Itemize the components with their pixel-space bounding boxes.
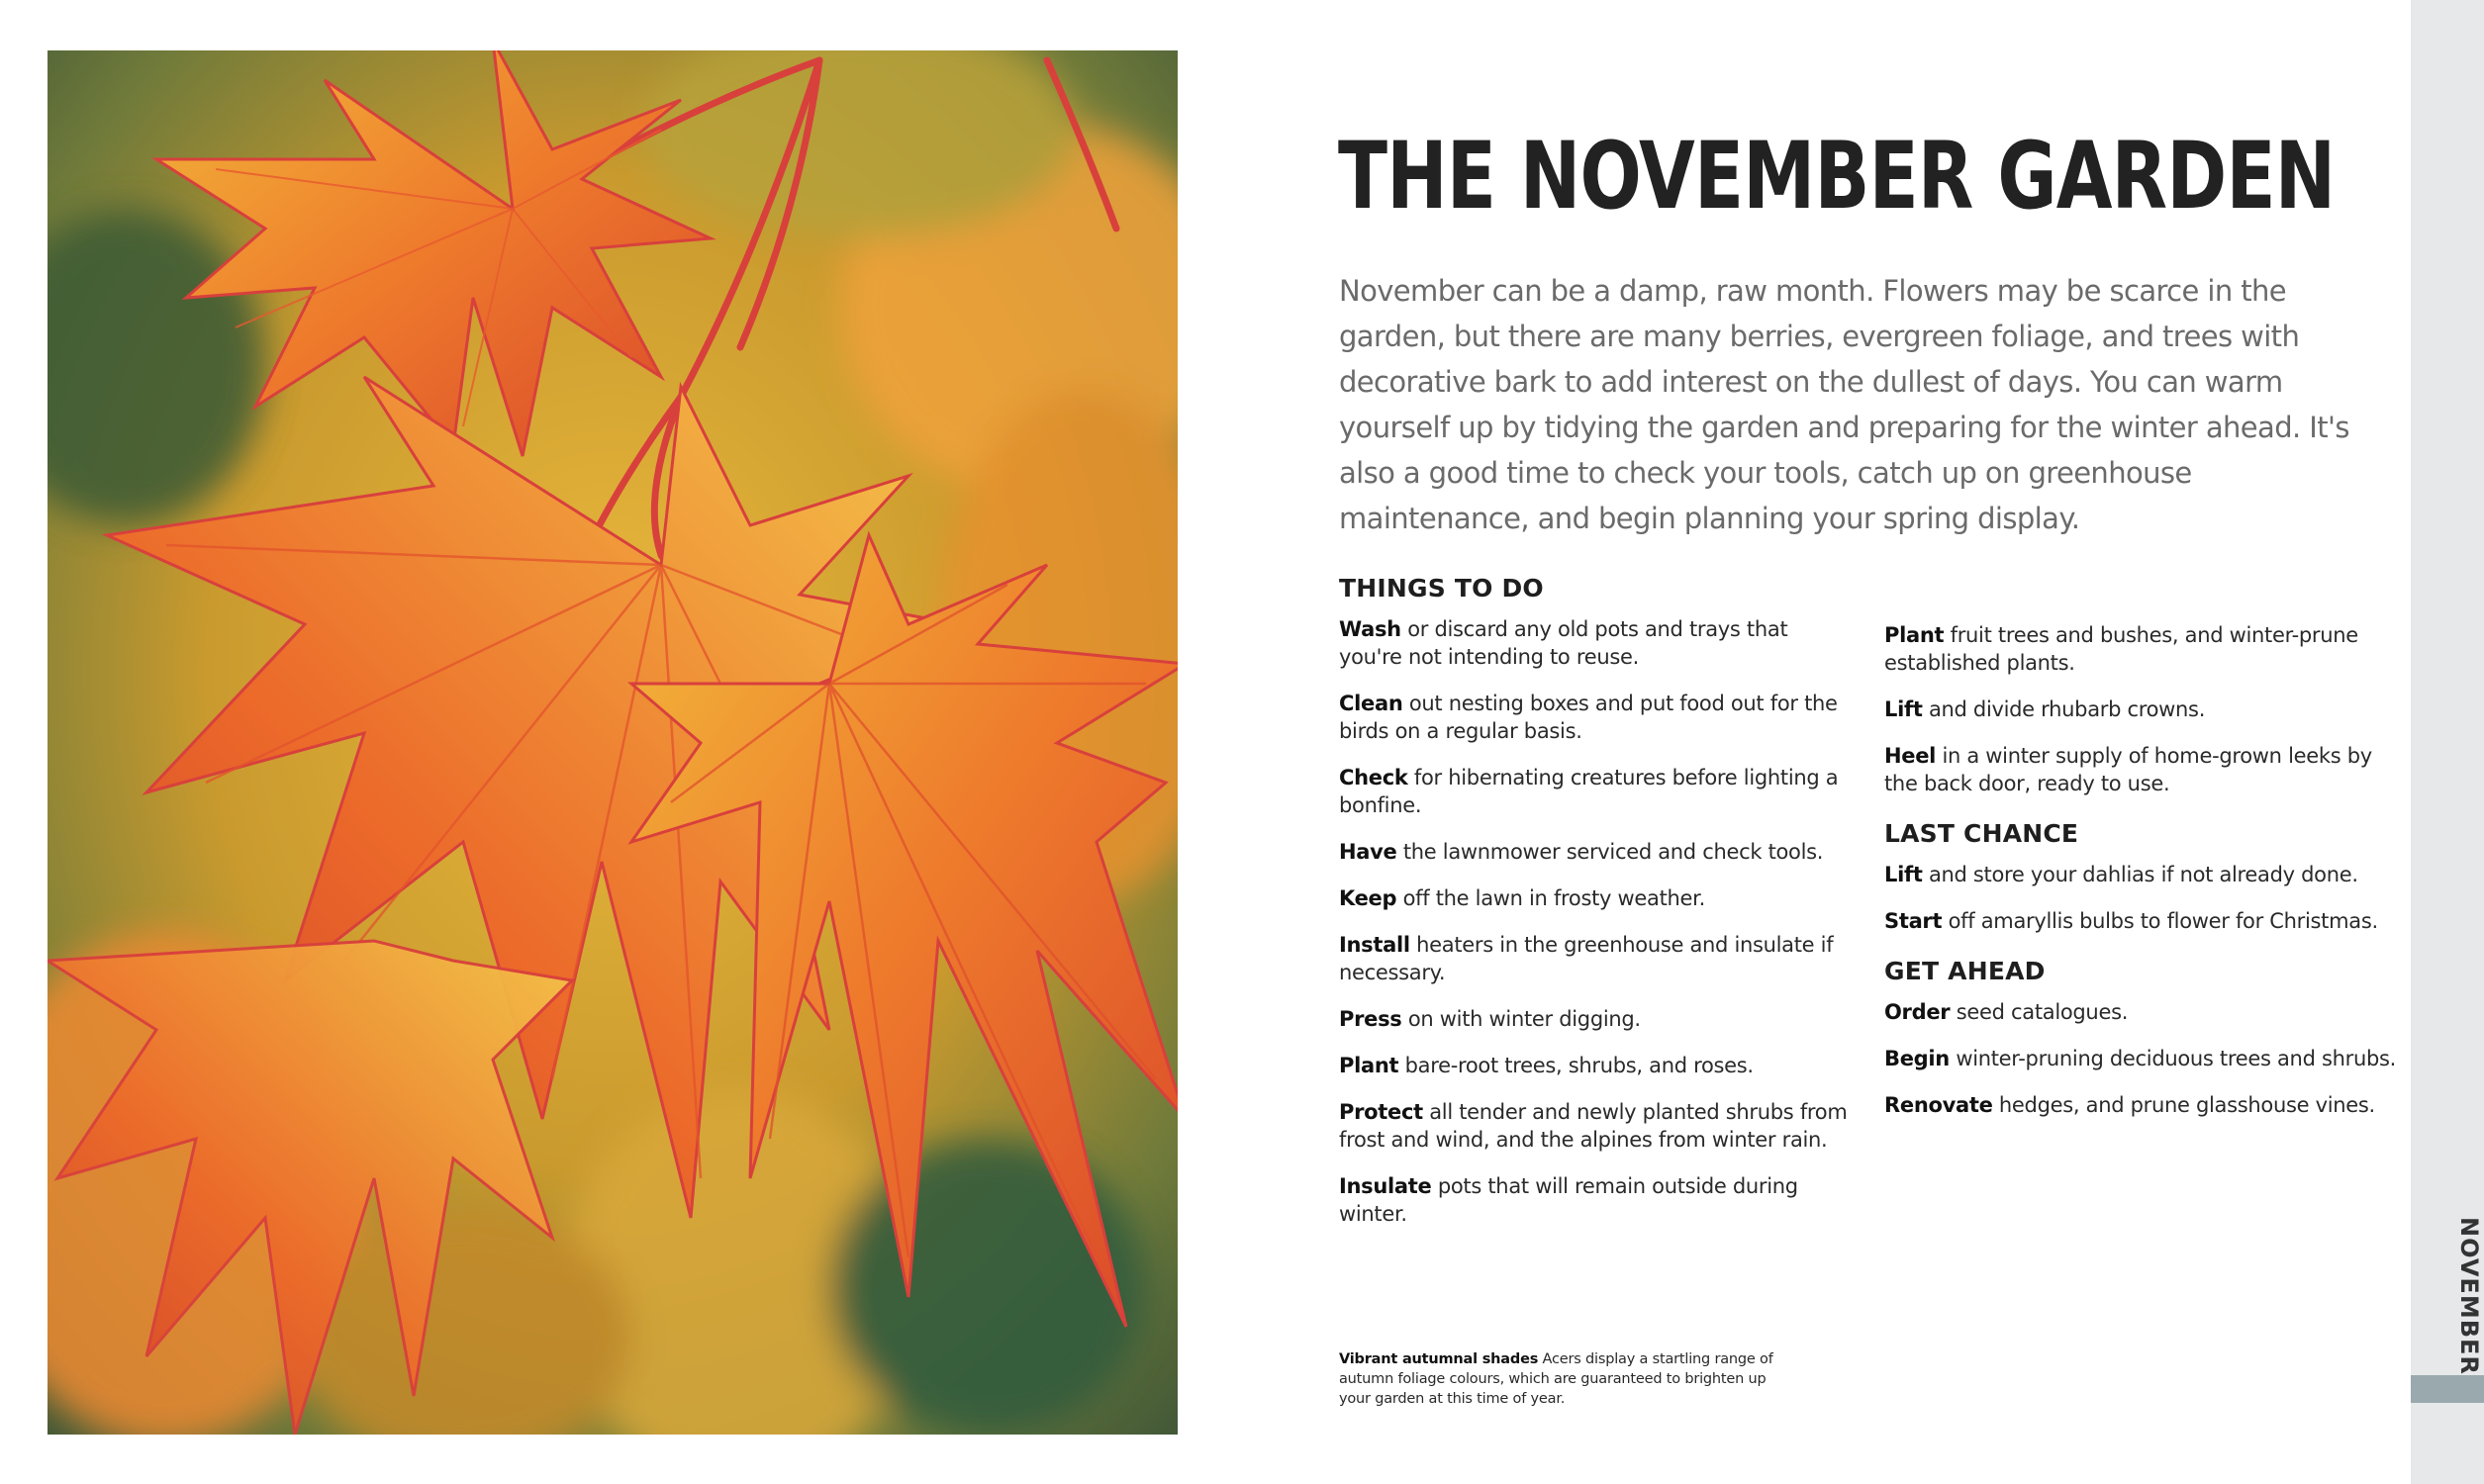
task-verb: Protect xyxy=(1339,1100,1423,1124)
task-item xyxy=(1884,907,2399,935)
task-verb: Insulate xyxy=(1339,1174,1432,1198)
task-item xyxy=(1339,615,1854,671)
caption-title: Vibrant autumnal shades xyxy=(1339,1351,1539,1367)
task-verb: Check xyxy=(1339,766,1408,789)
task-verb: Install xyxy=(1339,933,1410,957)
task-verb: Keep xyxy=(1339,886,1397,910)
task-verb: Order xyxy=(1884,1000,1951,1024)
intro-paragraph: November can be a damp, raw month. Flowers may be scarce in the garden, but there are many berries, evergreen foliage, and trees with decorative bark to add interest on the dullest of days. You can warm yourself up by tidying the garden and preparing for the winter ahead. It's also a good time to check your tools, catch up on greenhouse maintenance, and begin planning your spring display. xyxy=(1339,274,2349,535)
task-text: or discard any old pots and trays that you're not intending to reuse. xyxy=(1339,617,1788,669)
task-text: off amaryllis bulbs to flower for Christmas. xyxy=(1942,909,2378,933)
side-tab-accent xyxy=(2411,1375,2484,1403)
task-item xyxy=(1884,998,2399,1026)
task-item xyxy=(1339,764,1854,819)
task-verb: Plant xyxy=(1339,1054,1399,1077)
photo-caption xyxy=(1339,1349,1774,1409)
things-to-do-heading: THINGS TO DO xyxy=(1339,574,1544,603)
caption-text: Acers display a startling range of autumn foliage colours, which are guaranteed to brighten up your garden at this time of year. xyxy=(1339,1351,1773,1407)
task-item xyxy=(1339,690,1854,745)
task-verb: Lift xyxy=(1884,863,1923,886)
things-to-do-column-left xyxy=(1339,571,1854,1247)
task-text: winter-pruning deciduous trees and shrubs. xyxy=(1949,1047,2397,1070)
task-text: out nesting boxes and put food out for the birds on a regular basis. xyxy=(1339,692,1838,743)
task-verb: Start xyxy=(1884,909,1943,933)
task-item xyxy=(1339,1172,1854,1228)
page-title: THE NOVEMBER GARDEN xyxy=(1338,123,2336,231)
acer-leaves-photo xyxy=(48,50,1178,1435)
task-text: seed catalogues. xyxy=(1950,1000,2129,1024)
task-item xyxy=(1884,1091,2399,1119)
task-item xyxy=(1339,931,1854,986)
task-item xyxy=(1884,1045,2399,1072)
acer-leaves-illustration xyxy=(48,50,1178,1435)
task-item xyxy=(1884,696,2399,723)
task-verb: Renovate xyxy=(1884,1093,1993,1117)
task-verb: Heel xyxy=(1884,744,1937,768)
get-ahead-heading: GET AHEAD xyxy=(1884,957,2046,985)
task-text: heaters in the greenhouse and insulate if necessary. xyxy=(1339,933,1834,984)
task-verb: Have xyxy=(1339,840,1397,864)
task-text: pots that will remain outside during winter. xyxy=(1339,1174,1798,1226)
task-item xyxy=(1339,1052,1854,1079)
task-text: hedges, and prune glasshouse vines. xyxy=(1992,1093,2375,1117)
task-column-right xyxy=(1884,621,2399,1138)
task-item xyxy=(1884,861,2399,888)
task-verb: Plant xyxy=(1884,623,1945,647)
task-verb: Wash xyxy=(1339,617,1401,641)
task-text: the lawnmower serviced and check tools. xyxy=(1396,840,1824,864)
task-text: bare-root trees, shrubs, and roses. xyxy=(1398,1054,1754,1077)
task-verb: Clean xyxy=(1339,692,1403,715)
task-item xyxy=(1339,1005,1854,1033)
task-item xyxy=(1884,621,2399,677)
task-verb: Press xyxy=(1339,1007,1402,1031)
task-item xyxy=(1339,1098,1854,1154)
task-verb: Begin xyxy=(1884,1047,1950,1070)
task-item xyxy=(1339,884,1854,912)
side-tab-label: NOVEMBER xyxy=(2455,1217,2483,1375)
task-text: all tender and newly planted shrubs from frost and wind, and the alpines from winter rain. xyxy=(1339,1100,1848,1152)
task-text: on with winter digging. xyxy=(1401,1007,1641,1031)
task-text: in a winter supply of home-grown leeks by the back door, ready to use. xyxy=(1884,744,2372,795)
task-text: off the lawn in frosty weather. xyxy=(1396,886,1705,910)
task-text: and divide rhubarb crowns. xyxy=(1922,697,2206,721)
task-text: fruit trees and bushes, and winter-prune established plants. xyxy=(1884,623,2358,675)
task-item xyxy=(1339,838,1854,866)
task-text: for hibernating creatures before lighting a bonfine. xyxy=(1339,766,1839,817)
task-text: and store your dahlias if not already done. xyxy=(1922,863,2358,886)
task-verb: Lift xyxy=(1884,697,1923,721)
task-item xyxy=(1884,742,2399,797)
last-chance-heading: LAST CHANCE xyxy=(1884,819,2079,848)
